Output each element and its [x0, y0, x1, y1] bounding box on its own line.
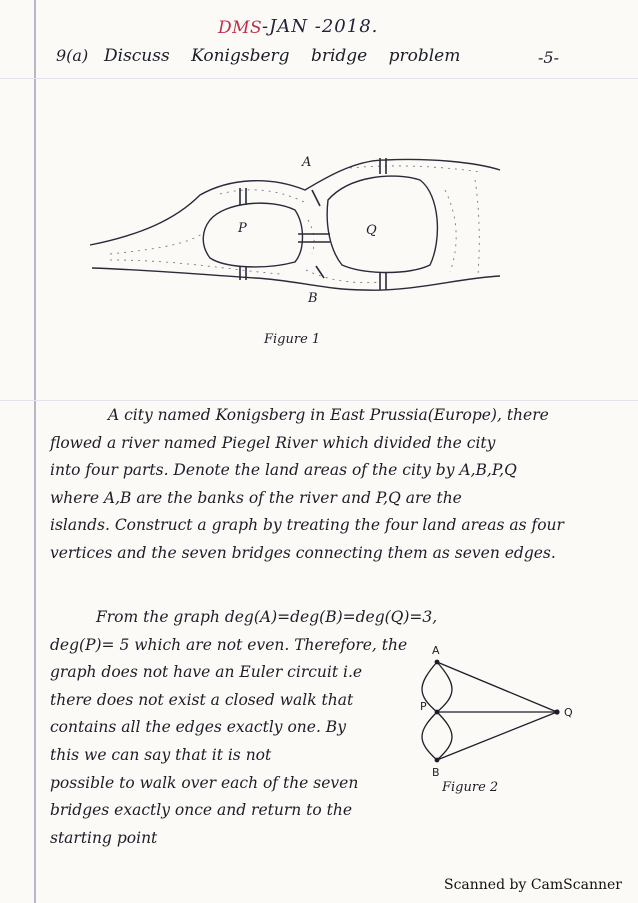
vertex-p	[435, 710, 440, 715]
label-a: A	[302, 155, 312, 170]
edge-b-q	[437, 712, 557, 760]
paragraph-1	[50, 402, 564, 568]
river-bank-upper	[90, 159, 500, 245]
header-code: DMS	[218, 18, 263, 38]
text-line: deg(P)= 5 which are not even. Therefore, the	[50, 635, 408, 654]
vertex-a	[435, 660, 440, 665]
header-date: -JAN -2018.	[262, 16, 379, 37]
vertex-label-q: Q	[564, 706, 573, 719]
scanner-watermark: Scanned by CamScanner	[444, 877, 622, 893]
island-p	[203, 203, 302, 267]
figure-2-caption: Figure 2	[442, 780, 499, 795]
bridges	[240, 158, 386, 290]
text-line: starting point	[50, 828, 158, 847]
text-line: graph does not have an Euler circuit i.e	[50, 663, 363, 682]
text-line: there does not exist a closed walk that	[50, 690, 354, 709]
vertex-label-a: A	[432, 644, 440, 657]
label-b: B	[308, 291, 318, 306]
text-line: into four parts. Denote the land areas of the city by A,B,P,Q	[50, 461, 517, 480]
vertex-label-p: P	[420, 700, 427, 713]
label-q: Q	[366, 223, 377, 238]
ruled-line	[0, 400, 638, 401]
edge-p-b	[422, 712, 437, 760]
text-line: From the graph deg(A)=deg(B)=deg(Q)=3,	[96, 608, 438, 626]
text-line: contains all the edges exactly one. By	[50, 718, 346, 737]
edge-a-p	[437, 662, 452, 712]
margin-line	[34, 0, 36, 903]
question-text: Discuss Konigsberg bridge problem	[104, 46, 461, 66]
label-p: P	[238, 221, 247, 236]
vertex-b	[435, 758, 440, 763]
bridge	[316, 266, 324, 278]
text-line: where A,B are the banks of the river and P,Q are the	[50, 488, 462, 507]
text-line: this we can say that it is not	[50, 745, 272, 764]
konigsberg-river-diagram	[80, 150, 580, 325]
bridge	[312, 190, 320, 206]
konigsberg-graph	[412, 640, 582, 780]
edge-a-q	[437, 662, 557, 712]
figure-1-caption: Figure 1	[264, 332, 321, 347]
text-line: flowed a river named Piegel River which divided the city	[50, 433, 496, 452]
island-q	[327, 176, 437, 272]
text-line: possible to walk over each of the seven	[50, 773, 359, 792]
paragraph-2	[50, 604, 437, 852]
river-bank-lower	[92, 268, 500, 290]
vertex-label-b: B	[432, 766, 440, 779]
text-line: islands. Construct a graph by treating the four land areas as four	[50, 516, 564, 535]
text-line: A city named Konigsberg in East Prussia(Europe), there	[108, 406, 549, 424]
text-line: vertices and the seven bridges connecting them as seven edges.	[50, 543, 556, 562]
text-line: bridges exactly once and return to the	[50, 801, 353, 820]
vertex-q	[554, 709, 559, 714]
question-number: 9(a)	[56, 46, 89, 65]
page-number: -5-	[538, 48, 559, 67]
edge-p-b	[437, 712, 452, 760]
ruled-line	[0, 78, 638, 79]
